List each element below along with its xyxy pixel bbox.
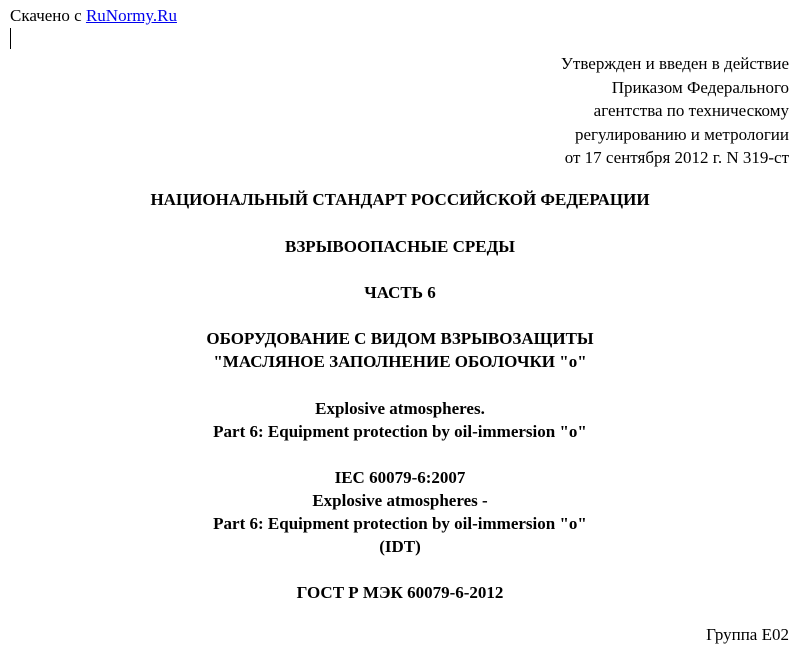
equipment-title-line2: "МАСЛЯНОЕ ЗАПОЛНЕНИЕ ОБОЛОЧКИ "о" (213, 352, 587, 371)
approval-line: агентства по техническому (593, 101, 789, 120)
group-label: Группа Е02 (706, 625, 789, 644)
text-caret (10, 28, 11, 49)
topic-heading (0, 235, 796, 258)
part-heading (0, 281, 796, 304)
equipment-heading (0, 327, 796, 373)
equipment-title-line1: ОБОРУДОВАНИЕ С ВИДОМ ВЗРЫВОЗАЩИТЫ (206, 329, 594, 348)
iec-block (0, 466, 796, 558)
english-title-line2: Part 6: Equipment protection by oil-immersion "o" (213, 422, 587, 441)
approval-line: Приказом Федерального (611, 77, 789, 97)
standard-heading (0, 188, 796, 211)
source-link[interactable]: RuNormy.Ru (85, 6, 177, 25)
iec-code: IEC 60079-6:2007 (334, 468, 466, 487)
approval-block (561, 52, 789, 170)
gost-heading (0, 581, 796, 604)
iec-idt: (IDT) (379, 537, 421, 556)
source-prefix: Скачено с (10, 6, 86, 25)
english-title-block (0, 397, 796, 443)
approval-line: Утвержден и введен в действие (560, 54, 789, 73)
gost-code: ГОСТ Р МЭК 60079-6-2012 (296, 583, 504, 602)
source-line (10, 6, 177, 26)
topic-title: ВЗРЫВООПАСНЫЕ СРЕДЫ (285, 237, 515, 256)
iec-title-line2: Part 6: Equipment protection by oil-immersion "o" (213, 514, 587, 533)
english-title-line1: Explosive atmospheres. (315, 399, 485, 418)
approval-line: регулированию и метрологии (574, 124, 789, 144)
standard-title: НАЦИОНАЛЬНЫЙ СТАНДАРТ РОССИЙСКОЙ ФЕДЕРАЦИИ (150, 190, 650, 209)
approval-line: от 17 сентября 2012 г. N 319-ст (564, 148, 789, 167)
iec-title-line1: Explosive atmospheres - (312, 491, 488, 510)
part-title: ЧАСТЬ 6 (364, 283, 436, 302)
